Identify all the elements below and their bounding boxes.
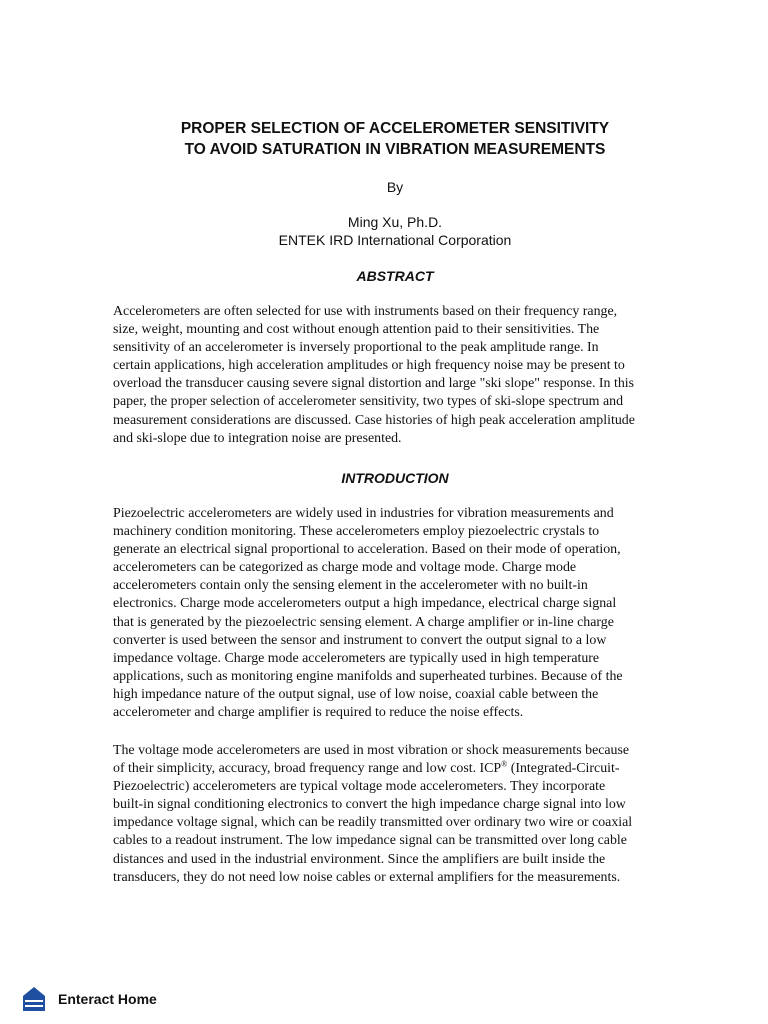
text-line: measurement considerations are discussed. Case histories of high peak acceleration amplitude	[113, 412, 635, 428]
author-affiliation: ENTEK IRD International Corporation	[278, 232, 512, 248]
text-line: converter is used between the sensor and instrument to convert the output signal to a low	[113, 632, 607, 648]
text-line	[113, 760, 683, 778]
text-fragment: of their simplicity, accuracy, broad frequency range and low cost. ICP	[113, 761, 502, 777]
text-line: and ski-slope due to integration noise are presented.	[113, 430, 402, 446]
text-line: size, weight, mounting and cost without enough attention paid to their sensitivities. The	[113, 322, 600, 338]
abstract-paragraph	[113, 303, 683, 448]
abstract-heading: ABSTRACT	[356, 268, 434, 284]
text-line: built-in signal conditioning electronics to convert the high impedance charge signal into low	[113, 797, 626, 813]
paper-title	[100, 118, 690, 160]
author-name: Ming Xu, Ph.D.	[347, 214, 443, 230]
text-line: accelerometer and charge amplifier is required to reduce the noise effects.	[113, 705, 524, 721]
text-line: generate an electrical signal proportional to acceleration. Based on their mode of operation,	[113, 542, 621, 558]
text-fragment: (Integrated-Circuit-	[507, 761, 620, 777]
text-line: transducers, they do not need low noise cables or external amplifiers for the measurements.	[113, 869, 621, 885]
text-line: high impedance nature of the output signal, use of low noise, coaxial cable between the	[113, 686, 599, 702]
home-icon	[22, 986, 46, 1012]
text-line: The voltage mode accelerometers are used in most vibration or shock measurements because	[113, 743, 630, 758]
text-line: distances and used in the industrial environment. Since the amplifiers are built inside the	[113, 851, 606, 867]
text-line: Piezoelectric accelerometers are widely used in industries for vibration measurements and	[113, 506, 614, 521]
text-line: Accelerometers are often selected for use with instruments based on their frequency range,	[113, 304, 618, 319]
text-line: impedance voltage. Charge mode accelerometers are typically used in high temperature	[113, 650, 600, 666]
enteract-home-link[interactable]	[22, 986, 157, 1012]
enteract-home-label: Enteract Home	[58, 991, 157, 1007]
text-line: overload the transducer causing severe signal distortion and large "ski slope" response. In this	[113, 376, 635, 392]
text-line: machinery condition monitoring. These accelerometers employ piezoelectric crystals to	[113, 524, 600, 540]
text-line: accelerometers contain only the sensing element in the accelerometer with no built-in	[113, 578, 588, 594]
text-line: certain applications, high acceleration amplitudes or high frequency noise may be present to	[113, 358, 625, 374]
text-line: electronics. Charge mode accelerometers output a high impedance, electrical charge signal	[113, 596, 617, 612]
introduction-heading: INTRODUCTION	[341, 470, 449, 486]
registered-mark: ®	[501, 759, 508, 769]
text-line: sensitivity of an accelerometer is inversely proportional to the peak amplitude range. In	[113, 340, 599, 356]
text-line: applications, such as monitoring engine manifolds and superheated turbines. Because of the	[113, 668, 623, 684]
author-block	[100, 213, 690, 249]
introduction-paragraph-2	[113, 742, 683, 887]
title-line: TO AVOID SATURATION IN VIBRATION MEASUREMENTS	[184, 141, 606, 158]
byline: By	[386, 179, 404, 195]
title-line: PROPER SELECTION OF ACCELEROMETER SENSITIVITY	[180, 120, 610, 137]
text-line: impedance voltage signal, which can be readily transmitted over ordinary two wire or coaxial	[113, 815, 633, 831]
text-line: paper, the proper selection of accelerometer sensitivity, two types of ski-slope spectrum and	[113, 394, 624, 410]
introduction-paragraph-1	[113, 505, 683, 722]
text-line: cables to a readout instrument. The low impedance signal can be transmitted over long cable	[113, 833, 627, 849]
text-line: Piezoelectric) accelerometers are typical voltage mode accelerometers. They incorporate	[113, 779, 606, 795]
text-line: accelerometers can be categorized as charge mode and voltage mode. Charge mode	[113, 560, 577, 576]
text-line: that is generated by the piezoelectric sensing element. A charge amplifier or in-line charge	[113, 614, 614, 630]
